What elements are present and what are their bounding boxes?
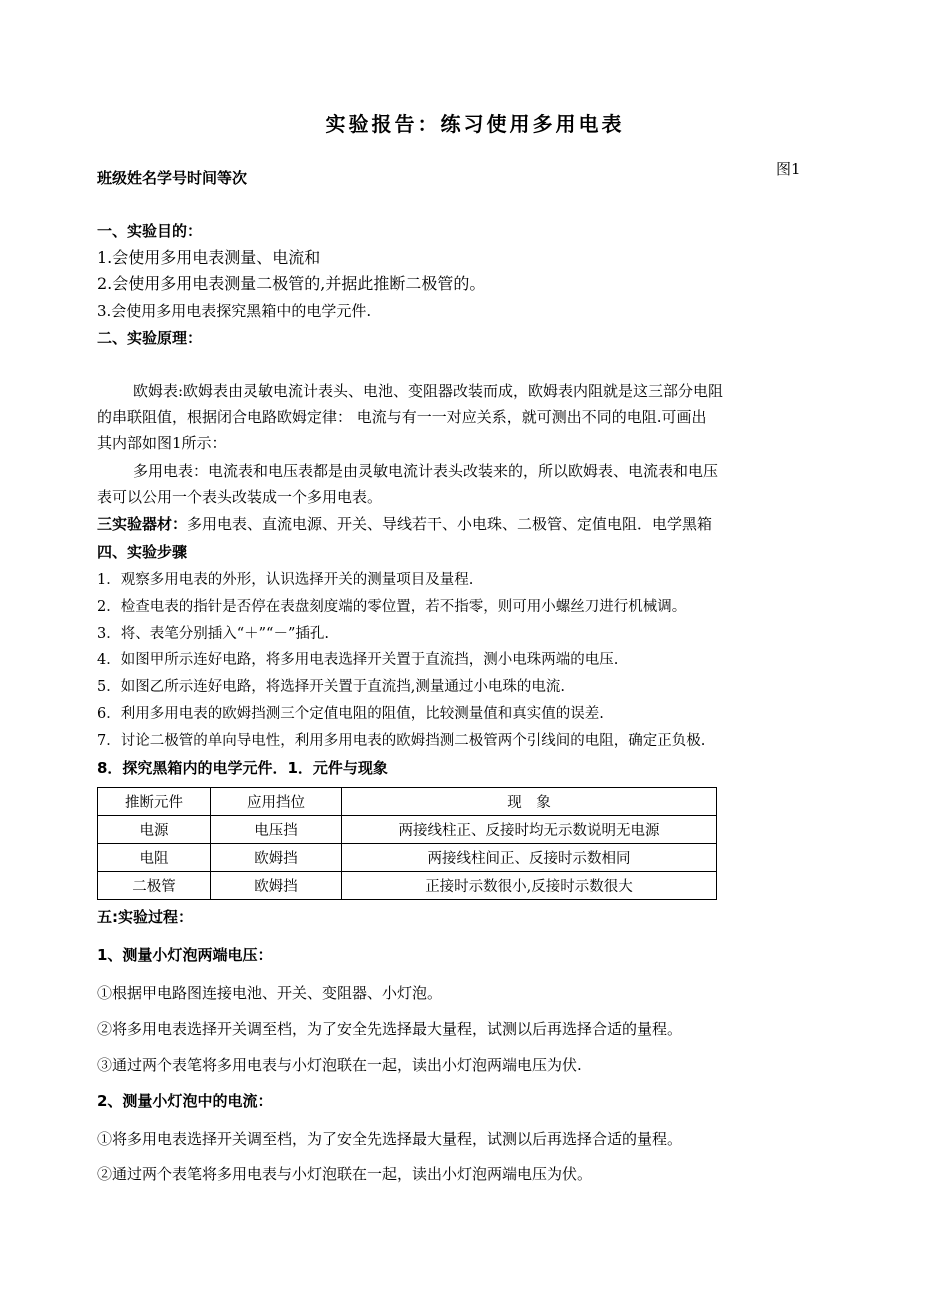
table-cell: 电阻 — [98, 844, 211, 872]
header-line: 班级姓名学号时间等次 — [97, 169, 248, 187]
step-item: 3．将、表笔分别插入“＋”“－”插孔. — [97, 626, 329, 642]
step-item: 6．利用多用电表的欧姆挡测三个定值电阻的阻值，比较测量值和真实值的误差. — [97, 706, 604, 722]
section-2-heading: 二、实验原理： — [97, 329, 203, 347]
component-table — [97, 787, 717, 900]
purpose-item: 3.会使用多用电表探究黑箱中的电学元件. — [97, 302, 372, 320]
process-item: ①将多用电表选择开关调至档，为了安全先选择最大量程，试测以后再选择合适的量程。 — [97, 1130, 683, 1148]
subsection-1-heading: 1、测量小灯泡两端电压： — [97, 946, 273, 964]
step-item: 4．如图甲所示连好电路，将多用电表选择开关置于直流挡，测小电珠两端的电压. — [97, 652, 619, 668]
equipment-line — [97, 513, 712, 534]
table-row — [98, 844, 717, 872]
table-header-row — [98, 788, 717, 816]
principle-line: 的串联阻值，根据闭合电路欧姆定律： 电流与有一一对应关系，就可测出不同的电阻.可画出 — [97, 408, 707, 426]
step-item: 1．观察多用电表的外形，认识选择开关的测量项目及量程. — [97, 572, 474, 588]
purpose-item: 1.会使用多用电表测量、电流和 — [97, 248, 321, 267]
table-cell: 欧姆挡 — [211, 844, 342, 872]
table-cell: 正接时示数很小,反接时示数很大 — [342, 872, 717, 900]
section-4-heading: 四、实验步骤 — [97, 543, 188, 561]
section-3-heading: 三实验器材： — [97, 515, 188, 533]
step-item: 5．如图乙所示连好电路，将选择开关置于直流挡,测量通过小电珠的电流. — [97, 679, 565, 695]
table-cell: 两接线柱间正、反接时示数相同 — [342, 844, 717, 872]
process-item: ②通过两个表笔将多用电表与小灯泡联在一起，读出小灯泡两端电压为伏。 — [97, 1165, 593, 1183]
figure-label: 图1 — [776, 160, 801, 178]
step-item: 2．检查电表的指针是否停在表盘刻度端的零位置，若不指零，则可用小螺丝刀进行机械调。 — [97, 599, 687, 615]
process-item: ①根据甲电路图连接电池、开关、变阻器、小灯泡。 — [97, 984, 443, 1002]
table-cell: 电源 — [98, 816, 211, 844]
subsection-2-heading: 2、测量小灯泡中的电流： — [97, 1092, 273, 1110]
table-header: 应用挡位 — [211, 788, 342, 816]
page-title: 实验报告：练习使用多用电表 — [325, 112, 625, 136]
table-cell: 欧姆挡 — [211, 872, 342, 900]
table-header: 推断元件 — [98, 788, 211, 816]
purpose-item: 2.会使用多用电表测量二极管的,并据此推断二极管的。 — [97, 274, 486, 293]
section-1-heading: 一、实验目的： — [97, 222, 203, 240]
principle-line: 多用电表：电流表和电压表都是由灵敏电流计表头改装来的，所以欧姆表、电流表和电压 — [133, 462, 719, 480]
step-8: 8．探究黑箱内的电学元件．1．元件与现象 — [97, 759, 388, 777]
principle-line: 其内部如图1所示： — [97, 434, 227, 452]
step-item: 7．讨论二极管的单向导电性，利用多用电表的欧姆挡测二极管两个引线间的电阻，确定正负极. — [97, 733, 706, 749]
section-5-heading: 五:实验过程： — [97, 908, 193, 926]
table-header: 现 象 — [342, 788, 717, 816]
process-item: ③通过两个表笔将多用电表与小灯泡联在一起，读出小灯泡两端电压为伏. — [97, 1056, 582, 1074]
table-row — [98, 816, 717, 844]
table-cell: 电压挡 — [211, 816, 342, 844]
principle-line: 表可以公用一个表头改装成一个多用电表。 — [97, 488, 383, 506]
table-row — [98, 872, 717, 900]
principle-line: 欧姆表:欧姆表由灵敏电流计表头、电池、变阻器改装而成，欧姆表内阻就是这三部分电阻 — [133, 382, 724, 400]
table-cell: 两接线柱正、反接时均无示数说明无电源 — [342, 816, 717, 844]
equipment-text: 多用电表、直流电源、开关、导线若干、小电珠、二极管、定值电阻．电学黑箱 — [187, 515, 713, 533]
table-cell: 二极管 — [98, 872, 211, 900]
process-item: ②将多用电表选择开关调至档，为了安全先选择最大量程，试测以后再选择合适的量程。 — [97, 1020, 683, 1038]
